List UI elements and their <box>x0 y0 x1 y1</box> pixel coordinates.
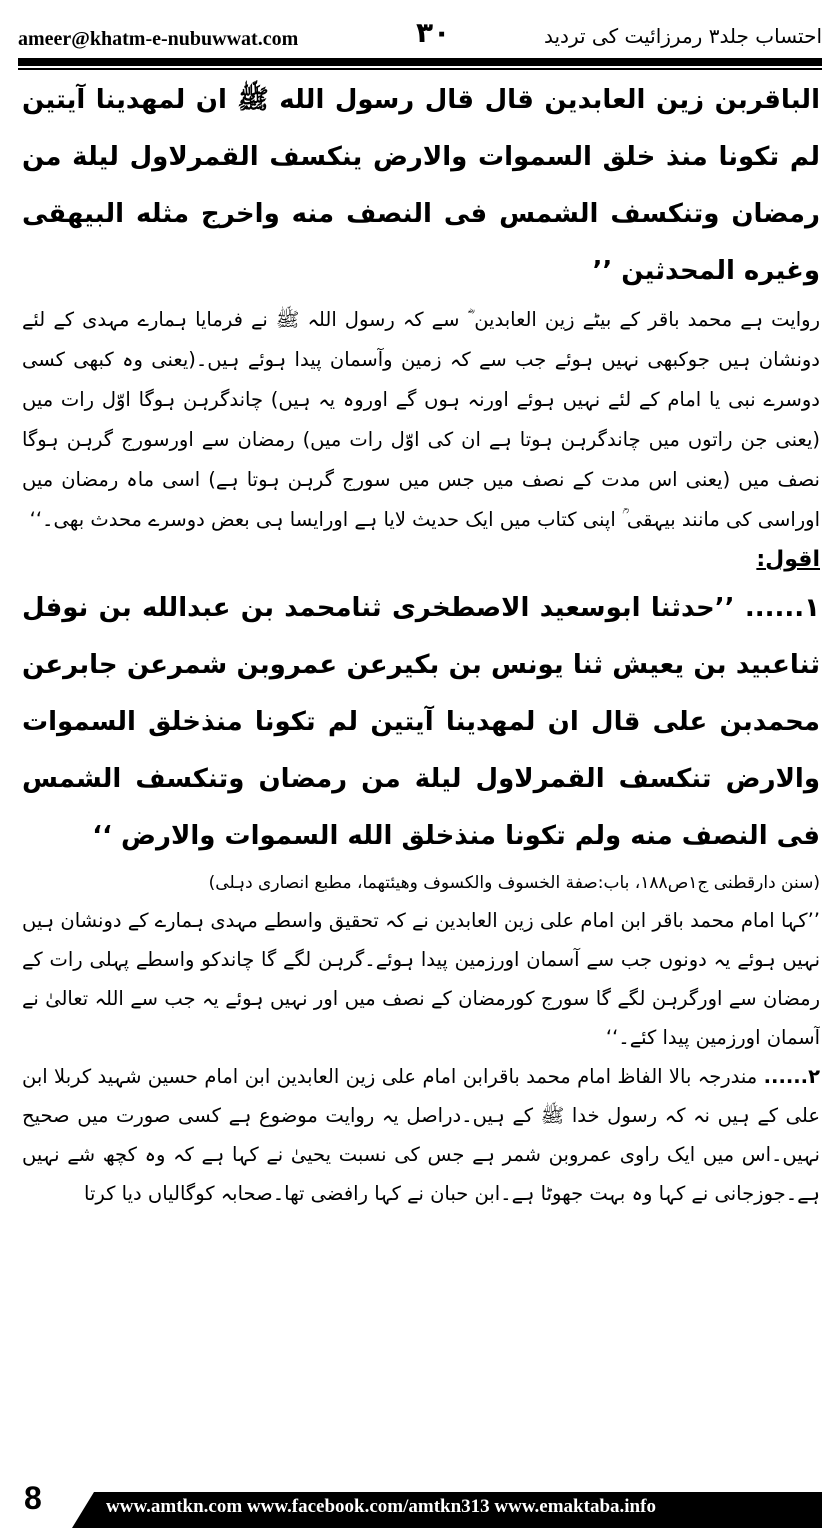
item-2-paragraph <box>22 1057 820 1213</box>
item-2-text: مندرجہ بالا الفاظ امام محمد باقرابن امام علی زین العابدین ابن امام حسین شہید کربلا ابن علی کے ہیں نہ کہ رسول خدا ﷺ کے ہیں۔دراصل یہ روایت موضوع ہے کسی صورت میں صحیح نہیں۔اس میں ایک راوی عمروبن شمر ہے جس کی نسبت یحییٰ نے کہا ہے کہ وہ کچھ شے نہیں ہے۔جوزجانی نے کہا وہ بہت جھوٹا ہے۔ابن حبان نے کہا رافضی تھا۔صحابہ کوگالیاں دیا کرتا <box>22 1065 820 1205</box>
page-header <box>18 14 822 54</box>
page-footer <box>14 1478 822 1528</box>
header-rule-thick <box>18 58 822 66</box>
urdu-hadith-translation: ’’کہا امام محمد باقر ابن امام علی زین العابدین نے کہ تحقیق واسطے مہدی ہمارے کے دونشان ہیں نہیں ہوئے یہ دونوں جب سے آسمان اورزمین پیدا ہوئے۔گرہن لگے گا چاندکو واسطے پہلی رات کے رمضان سے اورگرہن لگے گا سورج کورمضان کے نصف میں اور نہیں ہوئے یہ جب سے اللہ تعالیٰ نے آسمان اورزمین پیدا کئے۔‘‘ <box>22 909 820 1049</box>
footer-bar <box>94 1492 822 1528</box>
item-1-arabic-hadith <box>22 580 820 865</box>
header-rule-thin <box>18 68 822 70</box>
footer-page-box <box>14 1478 72 1528</box>
footer-page-number: 8 <box>24 1480 42 1516</box>
header-email: ameer@khatm-e-nubuwwat.com <box>18 28 299 50</box>
item-1-arabic-text: ’’حدثنا ابوسعید الاصطخری ثنامحمد بن عبدالله بن نوفل ثناعبید بن یعیش ثنا یونس بن بکیرعن عمروبن شمرعن جابرعن محمدبن علی قال ان لمهدینا آیتین لم تکونا منذخلق السموات والارض تنکسف القمرلاول لیلة من رمضان وتنکسف الشمس فی النصف منه ولم تکونا منذخلق الله السموات والارض ‘‘ <box>22 593 820 851</box>
urdu-translation: روایت ہے محمد باقر کے بیٹے زین العابدین ؓ سے کہ رسول اللہ ﷺ نے فرمایا ہمارے مہدی کے لئے دونشان ہیں جوکبھی نہیں ہوئے جب سے کہ زمین وآسمان پیدا ہوئے ہیں۔(یعنی وہ کبھی کسی دوسرے نبی یا امام کے لئے نہیں ہوئے اورنہ ہوں گے اوروہ یہ ہیں) چاندگرہن ہوگا اوّل رات میں (یعنی جن راتوں میں چاندگرہن ہوتا ہے ان کی اوّل رات میں) رمضان سے اورسورج گرہن ہوگا نصف میں (یعنی اس مدت کے نصف میں جس میں سورج گرہن ہوتا ہے) اسی ماہ رمضان میں اوراسی کی مانند بیہقی ؒ اپنی کتاب میں ایک حدیث لایا ہے اورایسا ہی بعض دوسرے محدث بھی۔‘‘ <box>22 308 820 531</box>
header-book-title: احتساب جلد۳ رمرزائیت کی تردید <box>543 24 822 48</box>
item-2-number: ۲...... <box>763 1065 820 1088</box>
page-content <box>22 72 820 1467</box>
footer-links: www.amtkn.com www.facebook.com/amtkn313 www.emaktaba.info <box>106 1496 656 1517</box>
arabic-intro-text: الباقربن زین العابدین قال قال رسول الله ﷺ ان لمهدینا آیتین لم تکونا منذ خلق السموات والارض ینکسف القمرلاول لیلة من رمضان وتنکسف الشمس فی النصف منه واخرج مثله البیهقی وغیره المحدثین ’’ <box>22 85 820 286</box>
arabic-hadith-intro <box>22 72 820 300</box>
footer-wedge <box>72 1492 94 1528</box>
hadith-reference: (سنن دارقطنی ج۱ص۱۸۸، باب:صفة الخسوف والکسوف وهیئتهما، مطبع انصاری دہلی) <box>208 873 820 893</box>
heading-aqool: اقول: <box>756 547 820 572</box>
item-1-number: ۱...... <box>744 593 820 623</box>
header-page-number: ۳۰ <box>416 16 451 49</box>
